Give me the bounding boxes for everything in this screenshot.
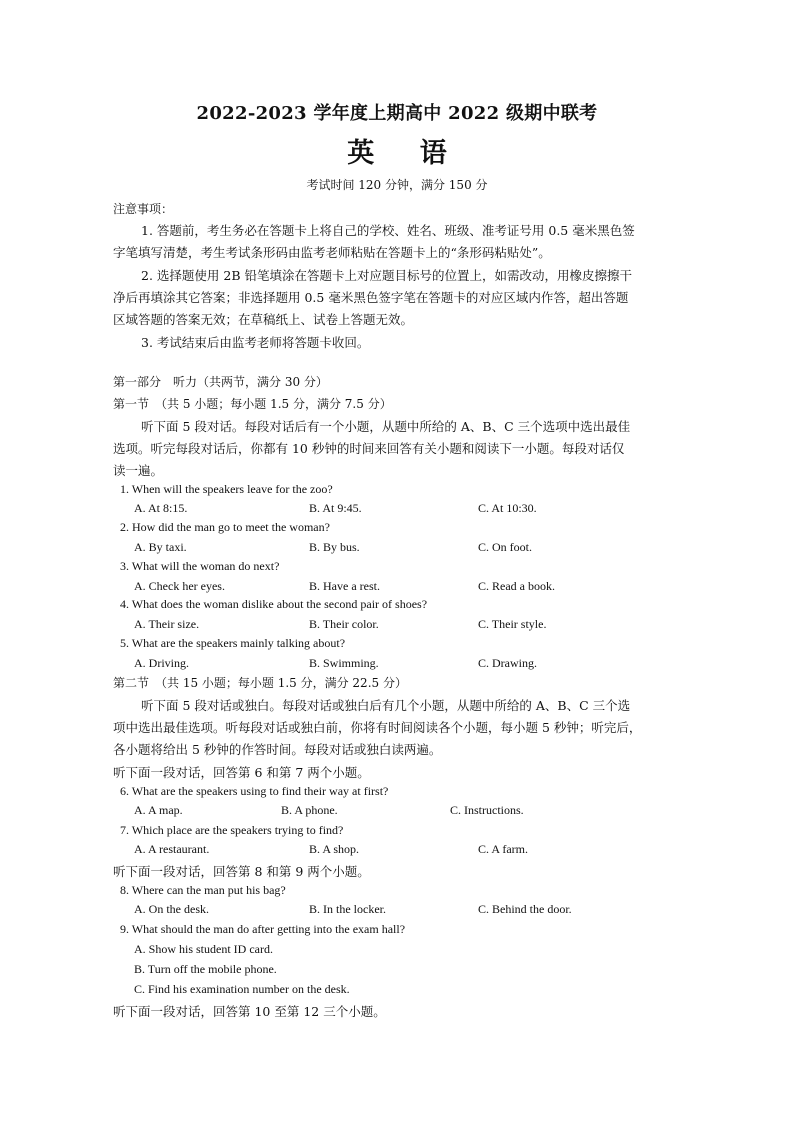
- question-1-option-b: B. At 9:45.: [309, 501, 362, 515]
- section2-instruction-1: 听下面 5 段对话或独白。每段对话或独白后有几个小题，从题中所给的 A、B、C 三个选: [141, 698, 631, 713]
- question-2-option-c: C. On foot.: [478, 540, 532, 554]
- question-4-option-c: C. Their style.: [478, 617, 547, 631]
- question-8-option-b: B. In the locker.: [309, 902, 386, 916]
- question-3-option-b: B. Have a rest.: [309, 579, 380, 593]
- question-5: 5. What are the speakers mainly talking about?: [120, 636, 346, 650]
- question-7-option-b: B. A shop.: [309, 842, 360, 856]
- section1-instruction-2: 选项。听完每段对话后，你都有 10 秒钟的时间来回答有关小题和阅读下一小题。每段对话仅: [113, 441, 625, 456]
- exam-title: 2022-2023 学年度上期高中 2022 级期中联考: [196, 103, 598, 124]
- notice-line-2: 字笔填写清楚，考生考试条形码由监考老师粘贴在答题卡上的“条形码粘贴处”。: [113, 245, 551, 260]
- section1-instruction-1: 听下面 5 段对话。每段对话后有一个小题，从题中所给的 A、B、C 三个选项中选出最佳: [141, 419, 631, 434]
- question-6: 6. What are the speakers using to find their way at first?: [120, 784, 389, 798]
- notice-line-5: 区域答题的答案无效；在草稿纸上、试卷上答题无效。: [113, 312, 414, 327]
- question-1-option-c: C. At 10:30.: [478, 501, 537, 515]
- question-3: 3. What will the woman do next?: [120, 559, 280, 573]
- question-8-option-a: A. On the desk.: [134, 902, 209, 916]
- part1-heading: 第一部分 听力（共两节，满分 30 分）: [113, 375, 328, 389]
- question-5-option-b: B. Swimming.: [309, 656, 379, 670]
- question-3-option-c: C. Read a book.: [478, 579, 555, 593]
- notice-heading: 注意事项：: [113, 202, 174, 216]
- question-4: 4. What does the woman dislike about the second pair of shoes?: [120, 597, 428, 611]
- section2-instruction-3: 各小题将给出 5 秒钟的作答时间。每段对话或独白读两遍。: [113, 742, 442, 757]
- question-6-option-a: A. A map.: [134, 803, 183, 817]
- question-1: 1. When will the speakers leave for the zoo?: [120, 482, 333, 496]
- notice-line-3: 2. 选择题使用 2B 铅笔填涂在答题卡上对应题目标号的位置上，如需改动，用橡皮擦擦干: [141, 268, 632, 283]
- question-9: 9. What should the man do after getting into the exam hall?: [120, 922, 406, 936]
- question-4-option-b: B. Their color.: [309, 617, 379, 631]
- section1-heading: 第一节 （共 5 小题；每小题 1.5 分，满分 7.5 分）: [113, 397, 392, 411]
- question-7-option-c: C. A farm.: [478, 842, 528, 856]
- question-5-option-a: A. Driving.: [134, 656, 189, 670]
- question-3-option-a: A. Check her eyes.: [134, 579, 225, 593]
- question-1-option-a: A. At 8:15.: [134, 501, 188, 515]
- section2-heading: 第二节 （共 15 小题；每小题 1.5 分，满分 22.5 分）: [113, 676, 407, 690]
- question-5-option-c: C. Drawing.: [478, 656, 537, 670]
- subject-title: 英 语: [347, 138, 465, 169]
- question-4-option-a: A. Their size.: [134, 617, 200, 631]
- group-1-intro: 听下面一段对话，回答第 6 和第 7 两个小题。: [113, 765, 370, 780]
- question-9-option-b: B. Turn off the mobile phone.: [134, 962, 277, 976]
- question-8: 8. Where can the man put his bag?: [120, 883, 286, 897]
- question-9-option-c: C. Find his examination number on the desk.: [134, 982, 350, 996]
- question-2-option-b: B. By bus.: [309, 540, 360, 554]
- question-6-option-b: B. A phone.: [281, 803, 338, 817]
- group-2-intro: 听下面一段对话，回答第 8 和第 9 两个小题。: [113, 864, 370, 879]
- notice-line-6: 3. 考试结束后由监考老师将答题卡收回。: [141, 335, 370, 350]
- question-9-option-a: A. Show his student ID card.: [134, 942, 273, 956]
- question-2-option-a: A. By taxi.: [134, 540, 187, 554]
- notice-line-1: 1. 答题前，考生务必在答题卡上将自己的学校、姓名、班级、准考证号用 0.5 毫米黑色签: [141, 223, 635, 238]
- question-7: 7. Which place are the speakers trying to find?: [120, 823, 344, 837]
- notice-line-4: 净后再填涂其它答案；非选择题用 0.5 毫米黑色签字笔在答题卡的对应区域内作答，超出答题: [113, 290, 629, 305]
- section1-instruction-3: 读一遍。: [113, 463, 164, 478]
- question-7-option-a: A. A restaurant.: [134, 842, 210, 856]
- question-8-option-c: C. Behind the door.: [478, 902, 572, 916]
- group-3-intro: 听下面一段对话，回答第 10 至第 12 三个小题。: [113, 1004, 386, 1019]
- question-2: 2. How did the man go to meet the woman?: [120, 520, 330, 534]
- exam-time-info: 考试时间 120 分钟，满分 150 分: [306, 178, 488, 192]
- question-6-option-c: C. Instructions.: [450, 803, 524, 817]
- section2-instruction-2: 项中选出最佳选项。听每段对话或独白前，你将有时间阅读各个小题，每小题 5 秒钟；听完后，: [113, 720, 642, 735]
